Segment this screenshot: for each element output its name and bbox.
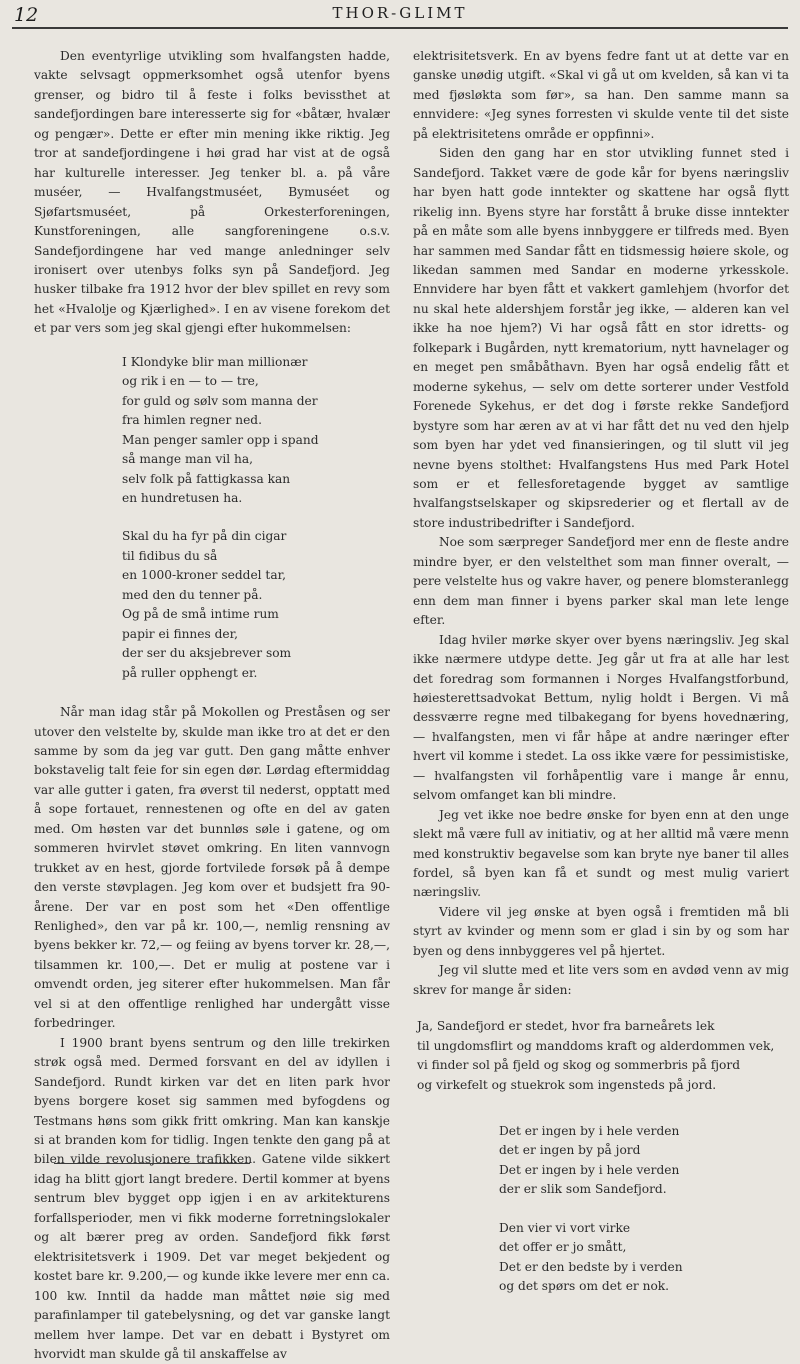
verse-line: Det er ingen by i hele verden	[499, 1162, 680, 1177]
page-number: 12	[14, 4, 39, 26]
verse-stanza	[122, 527, 390, 683]
verse-line: papir ei finnes der,	[122, 626, 238, 641]
verse-stanza	[499, 1122, 789, 1200]
verse-line: fra himlen regner ned.	[122, 413, 262, 428]
verse-line: vi finder sol på fjeld og skog og sommerbris på fjord	[417, 1058, 741, 1073]
verse-line: Ja, Sandefjord er stedet, hvor fra barneårets lek	[417, 1019, 715, 1034]
header-rule	[12, 27, 788, 29]
verse-line: og virkefelt og stuekrok som ingensteds på jord.	[417, 1077, 717, 1092]
verse-line: Og på de små intime rum	[122, 607, 279, 622]
verse-stanza	[417, 1017, 789, 1095]
right-column	[413, 47, 789, 1297]
verse-line: og rik i en — to — tre,	[122, 374, 259, 389]
verse-stanza	[122, 353, 390, 509]
verse-line: Det er ingen by i hele verden	[499, 1124, 680, 1139]
verse-line: en hundretusen ha.	[122, 490, 243, 505]
verse-line: der er slik som Sandefjord.	[499, 1182, 667, 1197]
verse-line: Man penger samler opp i spand	[122, 432, 319, 447]
verse-line: Skal du ha fyr på din cigar	[122, 529, 287, 544]
verse-line: så mange man vil ha,	[122, 452, 254, 467]
paragraph: Den eventyrlige utvikling som hvalfangsten hadde, vakte selvsagt oppmerksomhet også utenfor byens grenser, og bidro til å feste i folks bevissthet at sandefjordingen bare interesserte sig for «båtær, hvalær og pengær». Dette er efter min mening ikke riktig. Jeg tror at sandefjordingene i høi grad har vist at de også har kulturelle interesser. Jeg tenker bl. a. på våre muséer, — Hvalfangstmuséet, Bymuséet og Sjøfartsmuséet, på Orkesterforeningen, Kunstforeningen, alle sangforeningene o.s.v. Sandefjordingene har ved mange anledninger selv ironisert over utenbys folks syn på Sandefjord. Jeg husker tilbake fra 1912 hvor der blev spillet en revy som het «Hvalolje og Kjærlighed». I en av visene forekom det et par vers som jeg skal gjengi efter hukommelsen:	[34, 49, 390, 336]
bottom-rule	[54, 1163, 250, 1164]
paragraph: Idag hviler mørke skyer over byens næringsliv. Jeg skal ikke nærmere utdype dette. Jeg går ut fra at alle har lest det foredrag som formannen i Norges Hvalfangstforbund, høiesterettsadvokat Bettum, nylig holdt i Bergen. Vi må dessværre regne med tilbakegang for byens hovednæring, — hvalfangsten, men vi får håpe at andre næringer efter hvert vil komme i stedet. La oss ikke være for pessimistiske, — hvalfangsten vil forhåpentlig vare i mange år ennu, selvom omfanget kan bli mindre.	[413, 632, 789, 803]
verse-line: der ser du aksjebrever som	[122, 646, 292, 661]
paragraph: Jeg vet ikke noe bedre ønske for byen enn at den unge slekt må være full av initiativ, og at her alltid må være menn med konstruktiv begavelse som kan bryte nye baner til alles fordel, så byen kan få et sundt og mest mulig variert næringsliv.	[413, 807, 789, 900]
paragraph: Jeg vil slutte med et lite vers som en avdød venn av mig skrev for mange år siden:	[413, 963, 789, 997]
paragraph: I 1900 brant byens sentrum og den lille trekirken strøk også med. Dermed forsvant en del av idyllen i Sandefjord. Rundt kirken var det en liten park hvor byens borgere koset sig sammen med byfogdens og Testmans høns som gikk fritt omkring. Man kan kanskje si at branden kom for tidlig. Ingen tenkte den gang på at bilen vilde revolusjonere trafikken. Gatene vilde sikkert idag ha blitt gjort langt bredere. Dertil kommer at byens sentrum blev bygget opp igjen i en av arkitekturens forfallsperioder, men vi fikk moderne forretningslokaler og alt bærer preg av orden. Sandefjord fikk først elektrisitetsverk i 1909. Det var meget bekjedent og kostet bare kr. 9.200,— og kunde ikke levere mer enn ca. 100 kw. Inntil da hadde man måttet nøie sig med parafinlamper til gatebelysning, og det var ganske langt mellem hver lampe. Det var en debatt i Bystyret om hvorvidt man skulde gå til anskaffelse av	[34, 1035, 390, 1361]
paragraph: Når man idag står på Mokollen og Preståsen og ser utover den velstelte by, skulde man ikke tro at det er den samme by som da jeg var gutt. Den gang måtte enhver bokstavelig talt feie for sin egen dør. Lørdag eftermiddag var alle gutter i gaten, fra øverst til nederst, opptatt med å sope fortauet, rennestenen og ofte en del av gaten med. Om høsten var det bunnløs søle i gatene, og om sommeren hvirvlet støvet omkring. En liten vannvogn trukket av en hest, gjorde fortvilede forsøk på å dempe den verste støvplagen. Jeg kom over et budsjett fra 90-årene. Der var en post som het «Den offentlige Renlighed», den var på kr. 100,—, nemlig rensning av byens bekker kr. 72,— og feiing av byens torver kr. 28,—, tilsammen kr. 100,—. Det er mulig at postene var i omvendt orden, jeg siterer efter hukommelsen. Man får vel si at den offentlige renlighed har undergått visse forbedringer.	[34, 705, 390, 1031]
verse-line: det offer er jo smått,	[499, 1240, 627, 1255]
paragraph: Noe som særpreger Sandefjord mer enn de fleste andre mindre byer, er den velstelthet som man finner overalt, — pere velstelte hus og vakre haver, og penere blomsteranlegg enn dem man finner i byens parker skal man lete lenge efter.	[413, 535, 789, 628]
verse-line: og det spørs om det er nok.	[499, 1279, 670, 1294]
verse-line: med den du tenner på.	[122, 587, 263, 602]
verse-line: selv folk på fattigkassa kan	[122, 471, 291, 486]
verse-line: det er ingen by på jord	[499, 1143, 641, 1158]
verse-line: I Klondyke blir man millionær	[122, 354, 308, 369]
page-title: THOR-GLIMT	[332, 4, 468, 22]
paragraph: Siden den gang har en stor utvikling funnet sted i Sandefjord. Takket være de gode kår for byens næringsliv har byen hatt gode inntekter og skattene har også flytt rikelig inn. Byens styre har forstått å bruke disse inntekter på en måte som alle byens innbyggere er tilfreds med. Byen har sammen med Sandar fått en tidsmessig høiere skole, og likedan sammen med Sandar en moderne yrkesskole. Ennvidere har byen fått et vakkert gamlehjem (hvorfor det nu skal hete aldershjem forstår jeg ikke, — alderen kan vel ikke ha noe hjem?) Vi har også fått en stor idretts- og folkepark i Bugården, nytt krematorium, nytt havnelager og en meget pen småbåthavn. Byen har også endelig fått et moderne sykehus, — selv om dette sorterer under Vestfold Forenede Sykehus, er det dog i første rekke Sandefjord bystyre som har æren av at vi har fått det nu ved den hjelp som byen har ydet ved finansieringen, og til slutt vil jeg nevne byens stolthet: Hvalfangstens Hus med Park Hotel som er et fellesforetagende bygget av samtlige hvalfangstselskaper og skipsrederier og et flertall av de store industribedrifter i Sandefjord.	[413, 146, 789, 530]
verse-line: Den vier vi vort virke	[499, 1220, 631, 1235]
paragraph: Videre vil jeg ønske at byen også i fremtiden må bli styrt av kvinder og menn som er glad i sin by og som har byen og dens innbyggeres vel på hjertet.	[413, 904, 789, 958]
verse-line: til ungdomsflirt og manddoms kraft og alderdommen vek,	[417, 1038, 775, 1053]
left-column	[34, 47, 390, 1364]
verse-line: til fidibus du så	[122, 548, 218, 563]
verse-stanza	[499, 1219, 789, 1297]
verse-line: Det er den bedste by i verden	[499, 1259, 683, 1274]
verse-line: for guld og sølv som manna der	[122, 393, 318, 408]
verse-line: en 1000-kroner seddel tar,	[122, 568, 286, 583]
verse-line: på ruller opphengt er.	[122, 665, 258, 680]
paragraph: elektrisitetsverk. En av byens fedre fant ut at dette var en ganske unødig utgift. «Skal vi gå ut om kvelden, så kan vi ta med fjøsløkta som før», sa han. Den samme mann sa ennvidere: «Jeg synes forresten vi skulde vente til det siste på elektrisitetens område er oppfinni».	[413, 49, 789, 141]
